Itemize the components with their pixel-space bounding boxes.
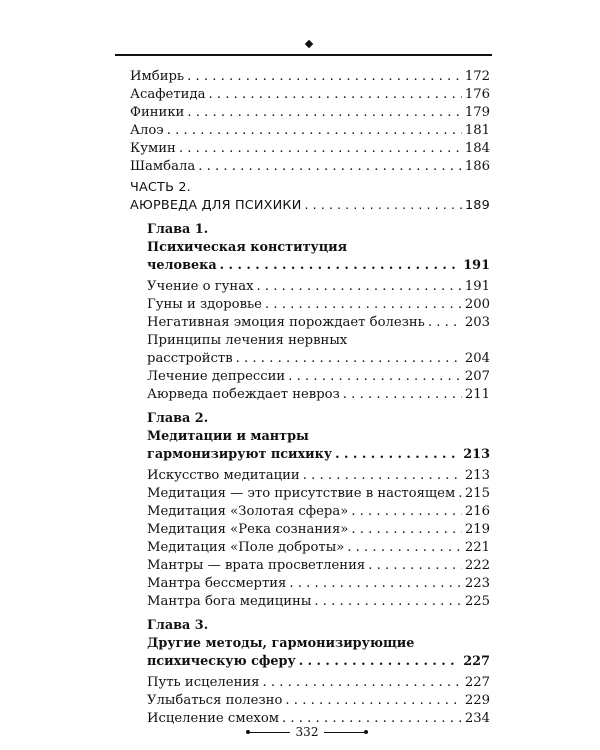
dot-leader — [288, 368, 462, 386]
dot-leader — [351, 521, 461, 539]
dot-leader — [187, 104, 461, 122]
chapter-title-line: гармонизируют психику — [147, 447, 333, 462]
toc-entry — [130, 314, 490, 332]
toc-entry — [130, 122, 490, 140]
part-title-entry — [130, 197, 490, 215]
toc-entry-title: Аюрведа побеждает невроз — [147, 387, 340, 402]
page-number: 332 — [295, 725, 319, 739]
toc-entry-title: Искусство медитации — [147, 468, 300, 483]
dot-leader — [179, 140, 462, 158]
toc-entry-page: 186 — [464, 159, 490, 174]
toc-entry — [130, 140, 490, 158]
chapter-label: Глава 2. — [147, 411, 209, 426]
dot-leader — [303, 467, 462, 485]
toc-entry-title: Мантра бессмертия — [147, 576, 287, 591]
toc-entry-page: 172 — [464, 69, 490, 84]
toc-entry-page: 200 — [464, 297, 490, 312]
toc-entry — [130, 68, 490, 86]
toc-entry — [130, 467, 490, 485]
toc-entry — [130, 386, 490, 404]
dot-leader — [289, 575, 461, 593]
dot-leader — [198, 158, 462, 176]
toc-entry-page: 203 — [464, 315, 490, 330]
dot-leader — [458, 485, 462, 503]
toc-entry-page: 219 — [464, 522, 490, 537]
toc-entry-title-line: Принципы лечения нервных — [147, 333, 348, 348]
toc-entry-title: Исцеление смехом — [147, 711, 280, 726]
chapter-page: 191 — [463, 258, 490, 273]
dot-leader — [304, 197, 461, 215]
toc-entry-page: 223 — [464, 576, 490, 591]
toc-entry — [130, 350, 490, 368]
toc-entry-page: 176 — [464, 87, 490, 102]
toc-entry-page: 222 — [464, 558, 490, 573]
toc-entry — [130, 593, 490, 611]
toc-entry — [130, 539, 490, 557]
toc-entry-title: Лечение депрессии — [147, 369, 286, 384]
toc-entry-page: 191 — [464, 279, 490, 294]
dot-leader — [428, 314, 462, 332]
chapter-title-line: Другие методы, гармонизирующие — [147, 636, 415, 651]
toc-entry — [130, 104, 490, 122]
dot-leader — [314, 593, 462, 611]
toc-entry — [130, 158, 490, 176]
chapter-label: Глава 3. — [147, 618, 209, 633]
chapter-title-line: Психическая конституция — [147, 240, 348, 255]
toc-entry-page: 216 — [464, 504, 490, 519]
toc-entry-title: Медитация «Поле доброты» — [147, 540, 345, 555]
toc-entry-title: Финики — [130, 105, 185, 120]
toc-entry-title: Мантра бога медицины — [147, 594, 312, 609]
toc-entry-title: расстройств — [147, 351, 233, 366]
toc-entry-title: Мантры — врата просветления — [147, 558, 366, 573]
part-title: АЮРВЕДА ДЛЯ ПСИХИКИ — [130, 198, 302, 213]
toc-entry-title: Шамбала — [130, 159, 196, 174]
toc-entry-title: Негативная эмоция порождает болезнь — [147, 315, 425, 330]
dot-leader — [343, 386, 462, 404]
table-of-contents — [130, 68, 490, 728]
dot-leader — [368, 557, 462, 575]
footer-ornament-dot — [364, 730, 368, 734]
toc-entry-page: 225 — [464, 594, 490, 609]
part-page: 189 — [464, 198, 490, 213]
toc-entry-page: 207 — [464, 369, 490, 384]
toc-entry-title: Кумин — [130, 141, 176, 156]
toc-entry — [130, 485, 490, 503]
header-rule — [115, 54, 492, 56]
chapter-title-entry — [130, 446, 490, 464]
toc-entry-page: 204 — [464, 351, 490, 366]
toc-entry — [130, 575, 490, 593]
toc-entry — [130, 368, 490, 386]
toc-entry-page: 181 — [464, 123, 490, 138]
chapter-page: 213 — [463, 447, 490, 462]
part-label: ЧАСТЬ 2. — [130, 180, 191, 195]
toc-entry-title: Асафетида — [130, 87, 206, 102]
toc-entry-page: 211 — [464, 387, 490, 402]
toc-entry-title: Алоэ — [130, 123, 164, 138]
toc-entry — [130, 521, 490, 539]
chapter-title-line: человека — [147, 258, 217, 273]
toc-entry — [130, 557, 490, 575]
toc-entry-title: Гуны и здоровье — [147, 297, 262, 312]
dot-leader — [299, 653, 461, 671]
dot-leader — [187, 68, 462, 86]
diamond-ornament-icon — [305, 40, 313, 48]
chapter-title-line: психическую сферу — [147, 654, 296, 669]
dot-leader — [236, 350, 462, 368]
dot-leader — [265, 296, 462, 314]
dot-leader — [220, 257, 461, 275]
toc-entry — [130, 278, 490, 296]
dot-leader — [335, 446, 460, 464]
toc-entry-title: Улыбаться полезно — [147, 693, 283, 708]
toc-entry-title: Путь исцеления — [147, 675, 260, 690]
toc-entry — [130, 86, 490, 104]
toc-entry-title: Имбирь — [130, 69, 185, 84]
toc-entry — [130, 296, 490, 314]
toc-entry — [130, 692, 490, 710]
toc-entry-page: 229 — [464, 693, 490, 708]
chapter-title-line: Медитации и мантры — [147, 429, 309, 444]
dot-leader — [257, 278, 462, 296]
toc-entry-page: 213 — [464, 468, 490, 483]
toc-entry — [130, 674, 490, 692]
toc-entry-title: Медитация «Золотая сфера» — [147, 504, 349, 519]
chapter-title-entry — [130, 653, 490, 671]
toc-entry — [130, 503, 490, 521]
toc-entry-title: Учение о гунах — [147, 279, 254, 294]
toc-entry-page: 184 — [464, 141, 490, 156]
chapter-label: Глава 1. — [147, 222, 209, 237]
toc-entry-page: 179 — [464, 105, 490, 120]
toc-entry-title: Медитация «Река сознания» — [147, 522, 349, 537]
toc-entry-page: 221 — [464, 540, 490, 555]
dot-leader — [351, 503, 462, 521]
footer-rule — [324, 732, 366, 733]
chapter-page: 227 — [463, 654, 490, 669]
dot-leader — [262, 674, 461, 692]
dot-leader — [285, 692, 461, 710]
toc-entry-page: 215 — [464, 486, 490, 501]
dot-leader — [208, 86, 461, 104]
toc-entry-page: 234 — [464, 711, 490, 726]
page-footer — [0, 724, 600, 740]
chapter-title-entry — [130, 257, 490, 275]
dot-leader — [347, 539, 462, 557]
toc-entry-title: Медитация — это присутствие в настоящем — [147, 486, 456, 501]
dot-leader — [167, 122, 462, 140]
footer-rule — [248, 732, 290, 733]
toc-entry-page: 227 — [464, 675, 490, 690]
